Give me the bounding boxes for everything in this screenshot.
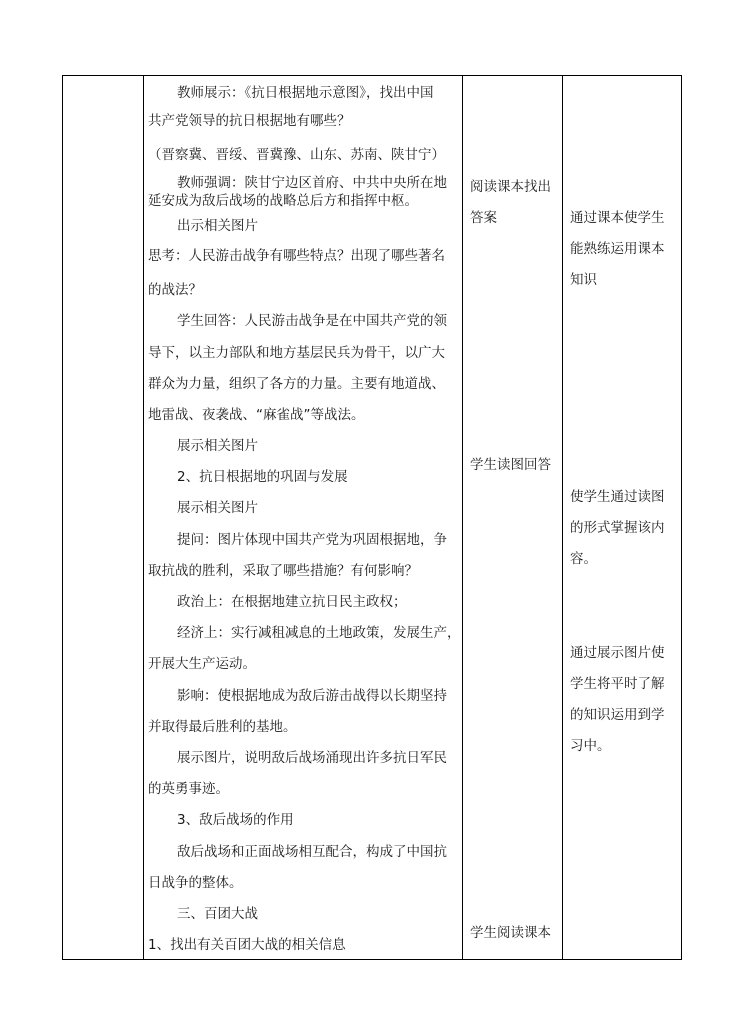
content-line: 群众为力量，组织了各方的力量。主要有地道战、	[148, 376, 445, 392]
intent-line: 知识	[570, 272, 597, 288]
activity-line: 学生阅读课本	[470, 925, 551, 941]
intent-line: 的知识运用到学	[570, 707, 665, 723]
content-line: 共产党领导的抗日根据地有哪些？	[148, 113, 351, 129]
content-line: 展示图片，说明敌后战场涌现出许多抗日军民	[177, 750, 447, 766]
content-line: 1、找出有关百团大战的相关信息	[148, 937, 346, 953]
content-line: 三、百团大战	[177, 906, 258, 922]
content-line: 经济上：实行减租减息的土地政策，发展生产，	[177, 625, 461, 641]
intent-line: 学生将平时了解	[570, 676, 665, 692]
content-line: 政治上：在根据地建立抗日民主政权；	[177, 594, 407, 610]
content-line: 敌后战场和正面战场相互配合，构成了中国抗	[177, 844, 447, 860]
content-line: 导下，以主力部队和地方基层民兵为骨干，以广大	[148, 345, 445, 361]
content-line: 2、抗日根据地的巩固与发展	[177, 469, 348, 485]
content-line: 教师展示：《抗日根据地示意图》，找出中国	[177, 85, 434, 101]
section-cell	[62, 75, 143, 960]
content-line: 开展大生产运动。	[148, 656, 256, 672]
content-line: 展示相关图片	[177, 438, 258, 454]
teaching-content-cell	[143, 75, 462, 960]
intent-line: 能熟练运用课本	[570, 241, 665, 257]
design-intent-cell	[562, 75, 682, 960]
intent-line: 习中。	[570, 738, 611, 754]
intent-line: 的形式掌握该内	[570, 520, 665, 536]
activity-line: 学生读图回答	[470, 457, 551, 473]
activity-line: 阅读课本找出	[470, 179, 551, 195]
content-line: 影响：使根据地成为敌后游击战得以长期坚持	[177, 688, 447, 704]
content-line: 展示相关图片	[177, 500, 258, 516]
intent-line: 通过课本使学生	[570, 210, 665, 226]
intent-line: 容。	[570, 551, 597, 567]
content-line: 出示相关图片	[177, 218, 258, 234]
content-line: 3、敌后战场的作用	[177, 812, 294, 828]
content-line: 学生回答：人民游击战争是在中国共产党的领	[177, 313, 447, 329]
content-line: 日战争的整体。	[148, 875, 243, 891]
content-line: 取抗战的胜利，采取了哪些措施？有何影响？	[148, 563, 418, 579]
intent-line: 通过展示图片使	[570, 645, 665, 661]
content-line: 地雷战、夜袭战、“麻雀战”等战法。	[148, 407, 365, 423]
content-line: （晋察冀、晋绥、晋冀豫、山东、苏南、陕甘宁）	[148, 147, 445, 163]
content-line: 提问：图片体现中国共产党为巩固根据地，争	[177, 532, 447, 548]
content-line: 的英勇事迹。	[148, 781, 229, 797]
activity-line: 答案	[470, 210, 497, 226]
content-line: 教师强调：陕甘宁边区首府、中共中央所在地	[177, 175, 447, 191]
intent-line: 使学生通过读图	[570, 489, 665, 505]
content-line: 延安成为敌后战场的战略总后方和指挥中枢。	[148, 193, 418, 209]
student-activity-cell	[462, 75, 562, 960]
content-line: 的战法？	[148, 282, 202, 298]
content-line: 思考：人民游击战争有哪些特点？出现了哪些著名	[148, 248, 445, 264]
content-line: 并取得最后胜利的基地。	[148, 719, 297, 735]
